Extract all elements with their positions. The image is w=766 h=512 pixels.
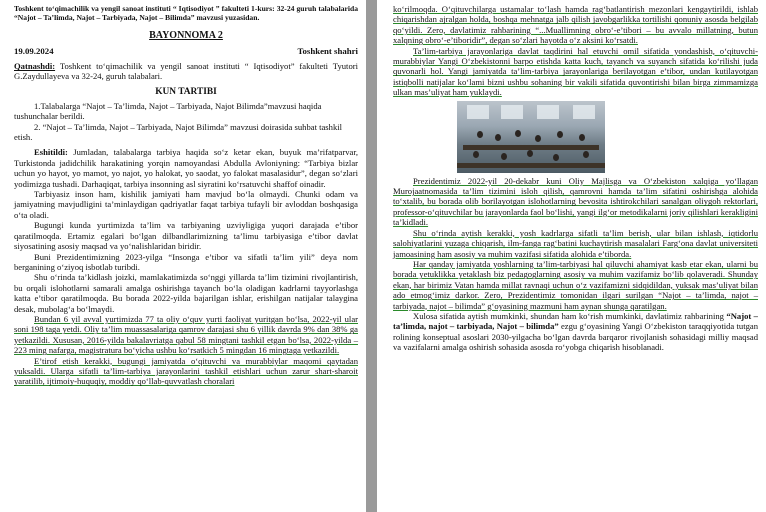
participants-label: Qatnashdi: [14,61,56,71]
photo-student [553,154,559,161]
continuation-paragraph: ko‘rilmoqda. O‘qituvchilarga ustamalar to‘lash hamda rag‘batlantirish mezonlari kengaytirildi, ishlab chiqarishdan ajralgan holda, boshqa mehnatga jalb qilish javobgarlikka tortilishi qonuniy asosda belgilab qo‘yildi. Zero, davlatimiz rahbarining “...Muallimning obro‘-e’tibori – bu avvalo millatning, butun xalqning obro‘-e’tiboridir”, degan so‘zlari hayotda o‘z aksini ko‘rsatdi. [393,4,758,46]
conclusion-end: ezgu g‘oyasining Yangi O‘zbekiston taraqqiyotida tutgan rolining konseptual asoslari 2030-yilgacha bo‘lgan davrda barqaror rivojlanish sohasidagi milliy maqsad va vazifalarni amalga oshirish sohasida asosda ro‘yobga chiqarish hisoblanadi. [393,321,758,353]
body-paragraph-1: Tarbiyasiz inson ham, kishilik jamiyati ham mavjud bo‘la olmaydi. Chunki odam va jamiyatning mavjudligini ta’minlaydigan qadriyatlar faqat tarbiya tufayli bir avloddan boshqasiga o‘ta oladi. [14,189,358,220]
photo-student [473,151,479,158]
participants-text: Toshkent to‘qimachilik va yengil sanoat instituti “ Iqtisodiyot” fakulteti Tyutori G.Zaydullayeva va 32-24, guruh talabalari. [14,61,358,82]
photo-student [557,131,563,138]
body-paragraph-8: Prezidentimiz 2022-yil 20-dekabr kuni Oliy Majlisga va O‘zbekiston xalqiga yo‘llagan Murojaatnomasida ta’lim tizimini isloh qilish, qamrovni hamda ta’lim sifatini oshirishga alohida to‘xtalib, bu borada olib borilayotgan islohotlarning bevosita ishtirokchilari sanalgan oliygoh rektorlari, professor-o‘qituvchilar bu jarayonlarda faol bo‘lishi, yangi ilg‘or metodikalarni joriy qilishlari kerakligini ta’kidladi. [393,175,758,228]
photo-student [583,151,589,158]
right-document-page [377,0,766,512]
body-paragraph-6: E’tirof etish kerakki, bugungi jamiyatda o‘qituvchi va murabbiylar maqomi qaytadan yuksaldi. Ularga sifatli ta’lim-tarbiya jarayonlarini tashkil etishlari uchun zarur shart-sharoit yaratilib, ijtimoiy-huquqiy, moddiy qo‘llab-quvvatlash choralari [14,355,358,387]
body-paragraph-9: Shu o‘rinda aytish kerakki, yosh kadrlarga sifatli ta’lim berish, ular bilan ishlash, iqtidorlu salohiyatlarini yuzaga chiqarish, ilm-fanga rag‘batini kuchaytirish masalalari Farg‘ona davlat universiteti jamoasining ham asosiy va muhim vazifasi sifatida alohida e’tiborda. [393,227,758,259]
body-paragraph-4: Shu o‘rinda ta’kidlash joizki, mamlakatimizda so‘nggi yillarda ta’lim tizimini rivojlantirish, bu orqali islohotlarni samarali amalga oshirishga tayanch bo‘la oladigan kadrlarni tayyorlashga katta e’tibor qaratilmoqda. Bu borada 2022-yilda bajarilgan ishlar, erishilgan natijalar talaygina desak, mubolag‘a bo‘lmaydi. [14,272,358,314]
document-city: Toshkent shahri [297,46,358,56]
photo-window-4 [573,105,595,119]
agenda-item-1: 1.Talabalarga “Najot – Ta’limda, Najot – Tarbiyada, Najot Bilimda”mavzusi haqida tushunchalar berildi. [14,100,322,122]
document-date: 19.09.2024 [14,46,54,56]
photo-window-2 [501,105,523,119]
participants-paragraph [14,61,358,82]
photo-window-1 [467,105,489,119]
conclusion-paragraph [393,311,758,353]
photo-student [495,134,501,141]
date-location-row [14,46,358,56]
body-paragraph-10: Har qanday jamiyatda yoshlarning ta’lim-tarbiyasi hal qiluvchi ahamiyat kasb etar ekan, ularni bu borada yetuklikka yetaklash biz pedagoglarning asosiy va muhim vazifamiz bo‘lib qolaveradi. Shunday ekan, har birimiz Vatan hamda millat ravnaqi uchun o‘z vazifamizni sidqidildan, yuksak mas’uliyat bilan ado etmog‘imiz darkor. Zero, Prezidentimiz tomonidan ilgari surilgan “Najot – ta’limda, najot – tarbiyada, najot – bilimda” g‘oyasining mazmuni ham aynan shunga qaratilgan. [393,258,758,311]
photo-desk-row [457,163,605,168]
photo-student [527,150,533,157]
document-header: Toshkent to‘qimachilik va yengil sanoat instituti “ Iqtisodiyot ” fakulteti 1-kurs: 32-24 guruh talabalarida “Najot – Ta’limda, Najot – Tarbiyada, Najot – Bilimda” mavzusi yuzasidan. [14,4,358,22]
photo-student [501,153,507,160]
body-paragraph-2: Bugungi kunda yurtimizda ta’lim va tarbiyaning uzviyligiga yuqori darajada e’tibor qaratilmoqda. Ertamiz egalari bo‘lgan dilbandlarimizning ta’limu tarbiyasiga e’tibor davlat siyosatining asosiy maqsad va yo‘nalishlaridan biridir. [14,220,358,252]
photo-student [477,131,483,138]
heard-text: Jumladan, talabalarga tarbiya haqida so‘z ketar ekan, buyuk ma’rifatparvar, Turkistonda jadidchilik harakatining yorqin namoyandasi Abdulla Avloniyning: “Tarbiya bizlar uchun yo hayot, yo mamot, yo najot, yo halokat, yo saodat, yo falokat masalasidur”, degan so‘zlari yodimizga tushadi. Darhaqiqat, tarbiya insonning asl siyratini ko‘rsatuvchi shaffof oinadir. [14,147,358,189]
document-title: BAYONNOMA 2 [149,30,223,41]
conclusion-start: Xulosa sifatida aytish mumkinki, shundan ham ko‘rish mumkinki, davlatimiz rahbarining [413,310,727,321]
heard-paragraph [14,147,358,189]
conclusion-slogan: “Najot – ta’limda, najot – tarbiyada, Najot – bilimda” [393,310,758,332]
heard-label: Eshitildi: [34,147,68,158]
photo-student [579,134,585,141]
photo-window-3 [537,105,559,119]
agenda-heading: KUN TARTIBI [155,86,217,97]
classroom-photo [457,101,605,173]
body-paragraph-7: Ta’lim-tarbiya jarayonlariga davlat taqdirini hal etuvchi omil sifatida yondashish, o‘qituvchi-murabbiylar Yangi O‘zbekistonni barpo etishda katta kuch, tayanch va suyanch sifatida ko‘rilishi juda quvonarli hol. Yangi jamiyatda ta’lim-tarbiya jarayonlariga berilayotgan e’tibor, undan kutilayotgan istiqbolli natijalar ko‘lami bizni ushbu sohaning bir vakili sifatida quvontirishi bilan birga zimmamizga ulkan mas’uliyat ham yuklaydi. [393,45,758,98]
left-document-page [0,0,366,512]
agenda-item-2: 2. “Najot – Ta’limda, Najot – Tarbiyada, Najot Bilimda” mavzusi doirasida suhbat tashkil etish. [14,121,343,143]
photo-student [515,130,521,137]
body-paragraph-5: Bundan 6 yil avval yurtimizda 77 ta oliy o‘quv yurti faoliyat yuritgan bo‘lsa, 2022-yil ular soni 198 taga yetdi. Oliy ta’lim muassasalariga qamrov darajasi shu 6 yillik davrda 9% dan 38% ga yetkazildi. Xususan, 2016-yilda bakalavriatga qabul 58 mingtani tashkil etgan bo‘lsa, 2022-yilda – 223 ming nafarga, magistratura bo‘yicha ushbu ko‘rsatkich 5 mingdan 16 mingtaga yetkazildi. [14,313,358,356]
photo-desk-row [463,145,599,150]
body-paragraph-3: Buni Prezidentimizning 2023-yilga “Insonga e’tibor va sifatli ta’lim yili” deya nom berganining o‘ziyoq isbotlab turibdi. [14,251,358,272]
photo-student [535,135,541,142]
